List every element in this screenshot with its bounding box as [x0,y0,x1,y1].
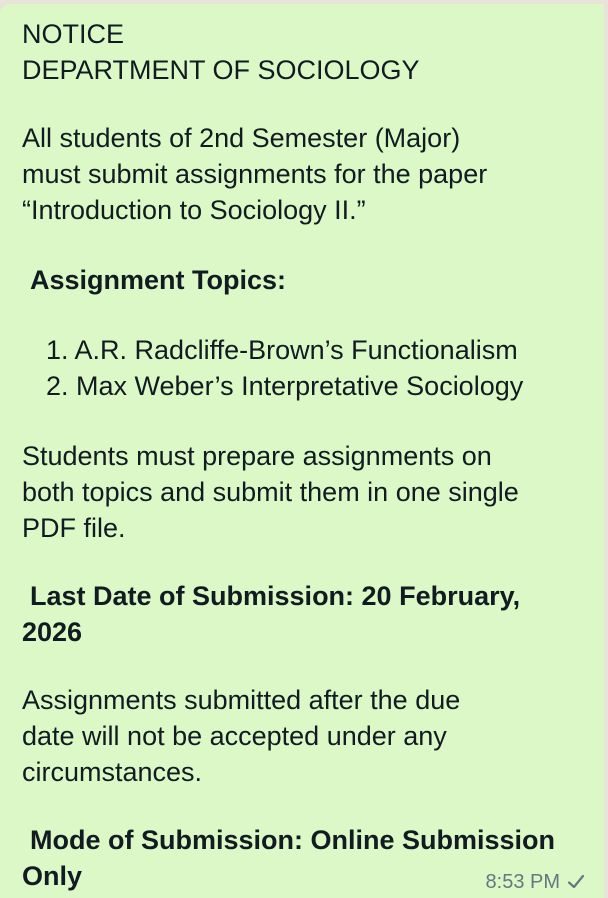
department-title: DEPARTMENT OF SOCIOLOGY [22,55,420,85]
notice-title: NOTICE [22,19,125,49]
instructions-line: PDF file. [22,513,126,543]
late-policy-line: date will not be accepted under any [22,721,447,751]
message-timestamp: 8:53 PM [485,870,560,893]
message-bubble[interactable] [0,4,604,898]
deadline-line: Last Date of Submission: 20 February, [30,581,521,611]
topics-heading: Assignment Topics: [30,265,287,295]
intro-line: All students of 2nd Semester (Major) [22,123,461,153]
check-icon [566,872,586,892]
instructions-line: Students must prepare assignments on [22,441,492,471]
intro-line: must submit assignments for the paper [22,159,488,189]
mode-line: Mode of Submission: Online Submission [30,825,556,855]
instructions-line: both topics and submit them in one single [22,477,519,507]
deadline-line: 2026 [22,617,83,647]
topic-item: 1. A.R. Radcliffe-Brown’s Functionalism [46,335,518,365]
topic-item: 2. Max Weber’s Interpretative Sociology [46,371,524,401]
intro-line: “Introduction to Sociology II.” [22,195,366,225]
late-policy-line: circumstances. [22,757,203,787]
late-policy-line: Assignments submitted after the due [22,685,461,715]
message-meta [486,868,586,896]
mode-line: Only [22,861,83,891]
